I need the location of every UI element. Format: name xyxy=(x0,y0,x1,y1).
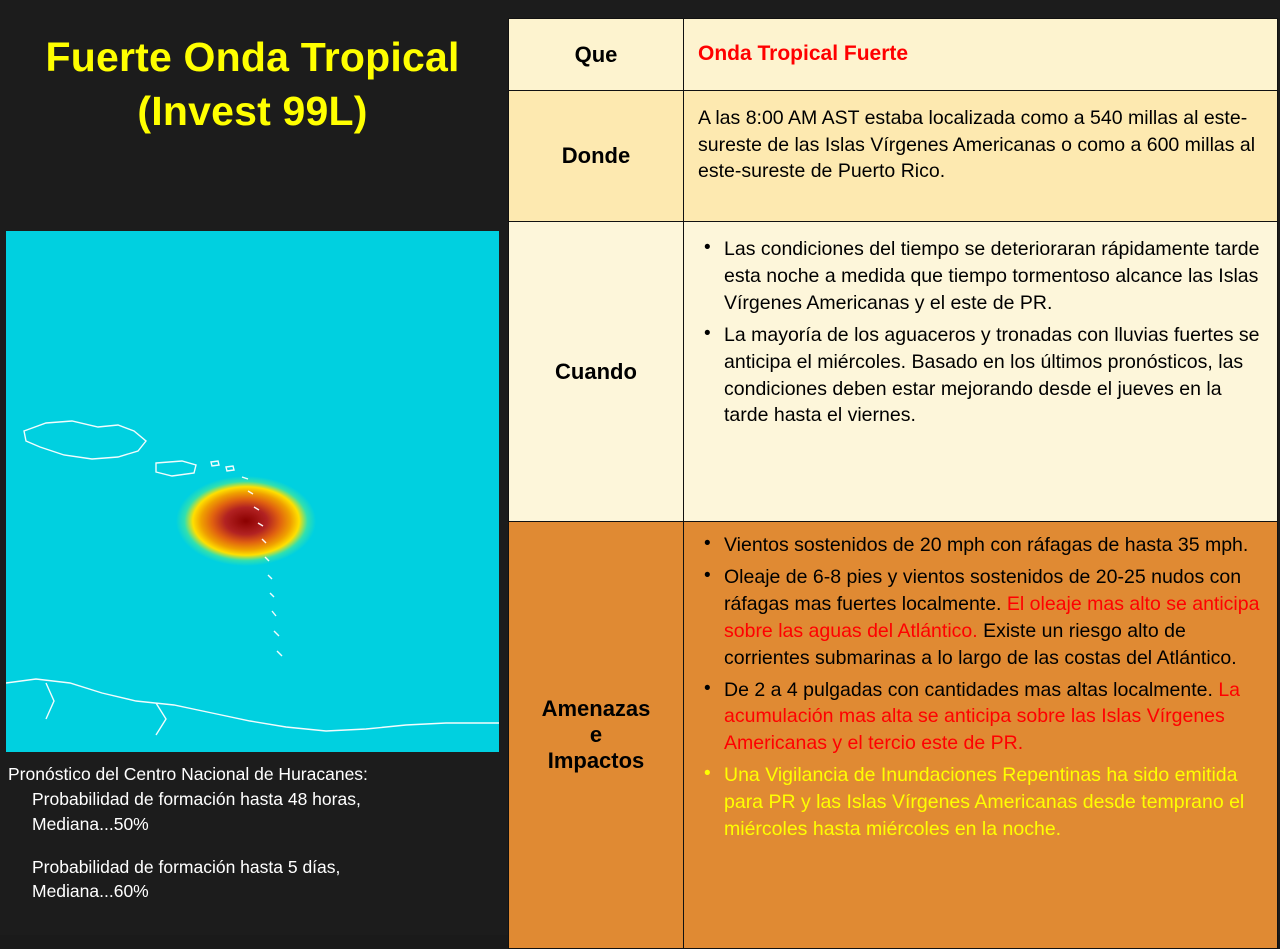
row-value-amenazas xyxy=(684,522,1278,949)
bullet3-highlight: La acumulación mas alta se anticipa sobre las Islas Vírgenes Americanas y el tercio este de PR. xyxy=(724,678,1241,755)
forecast-5d-line1: Probabilidad de formación hasta 5 días, xyxy=(32,856,341,877)
row-value-que: Onda Tropical Fuerte xyxy=(684,19,1278,91)
row-label-que: Que xyxy=(509,19,684,91)
table-row-donde xyxy=(509,91,1278,222)
list-item: • Las condiciones del tiempo se deterioraran rápidamente tarde esta noche a medida que tiempo tormentoso alcance las Islas Vírgenes Americanas y el este de PR. xyxy=(698,236,1263,317)
forecast-heading: Pronóstico del Centro Nacional de Huracanes: xyxy=(8,764,368,784)
row-label-amenazas xyxy=(509,522,684,949)
table-row-que xyxy=(509,19,1278,91)
row-label-donde: Donde xyxy=(509,91,684,222)
page-title-line-1: Fuerte Onda Tropical xyxy=(45,34,460,80)
left-panel xyxy=(0,0,505,935)
forecast-48h-line2: Mediana...50% xyxy=(32,813,149,834)
forecast-48h-line1: Probabilidad de formación hasta 48 horas, xyxy=(32,788,361,809)
page-title xyxy=(0,0,505,138)
forecast-5d-line2: Mediana...60% xyxy=(32,881,149,902)
coastline-overlay-icon xyxy=(6,231,499,752)
bullet2-text-2: Existe un riesgo alto de corrientes submarinas a lo largo de las costas del Atlántico. xyxy=(724,619,1237,669)
bullet2-text-1: Oleaje de 6-8 pies y vientos sostenidos de 20-25 nudos con ráfagas mas fuertes localmente. xyxy=(724,565,1242,615)
table-row-cuando xyxy=(509,222,1278,522)
list-item xyxy=(698,564,1263,672)
table-row-amenazas xyxy=(509,522,1278,949)
row-label-amenazas-line-1: Amenazas xyxy=(541,696,651,722)
row-value-donde: A las 8:00 AM AST estaba localizada como a 540 millas al este-sureste de las Islas Vírgenes Americanas o como a 600 millas al este-sureste de Puerto Rico. xyxy=(684,91,1278,222)
right-panel xyxy=(505,0,1280,935)
row-label-cuando: Cuando xyxy=(509,222,684,522)
forecast-note xyxy=(8,762,498,904)
satellite-image xyxy=(6,231,499,752)
bullet3-text-1: De 2 a 4 pulgadas con cantidades mas altas localmente. xyxy=(724,678,1219,701)
row-value-cuando xyxy=(684,222,1278,522)
amenazas-bullet-list xyxy=(698,532,1263,843)
list-item: • Vientos sostenidos de 20 mph con ráfagas de hasta 35 mph. xyxy=(698,532,1263,559)
page-title-line-2: (Invest 99L) xyxy=(137,88,368,135)
info-table xyxy=(508,18,1278,949)
list-item: • La mayoría de los aguaceros y tronadas con lluvias fuertes se anticipa el miércoles. Basado en los últimos pronósticos, las condiciones deben estar mejorando desde el jueves en la tarde hasta el viernes. xyxy=(698,322,1263,430)
list-item-warning: • Una Vigilancia de Inundaciones Repentinas ha sido emitida para PR y las Islas Vírgenes Americanas desde temprano el miércoles hasta miércoles en la noche. xyxy=(698,762,1263,843)
forecast-spacer xyxy=(8,837,498,855)
cuando-bullet-list xyxy=(698,236,1263,429)
row-label-amenazas-line-3: Impactos xyxy=(547,747,645,773)
row-label-amenazas-line-2: e xyxy=(589,722,603,748)
bullet2-highlight: El oleaje mas alto se anticipa sobre las aguas del Atlántico. xyxy=(724,592,1260,642)
list-item xyxy=(698,677,1263,758)
